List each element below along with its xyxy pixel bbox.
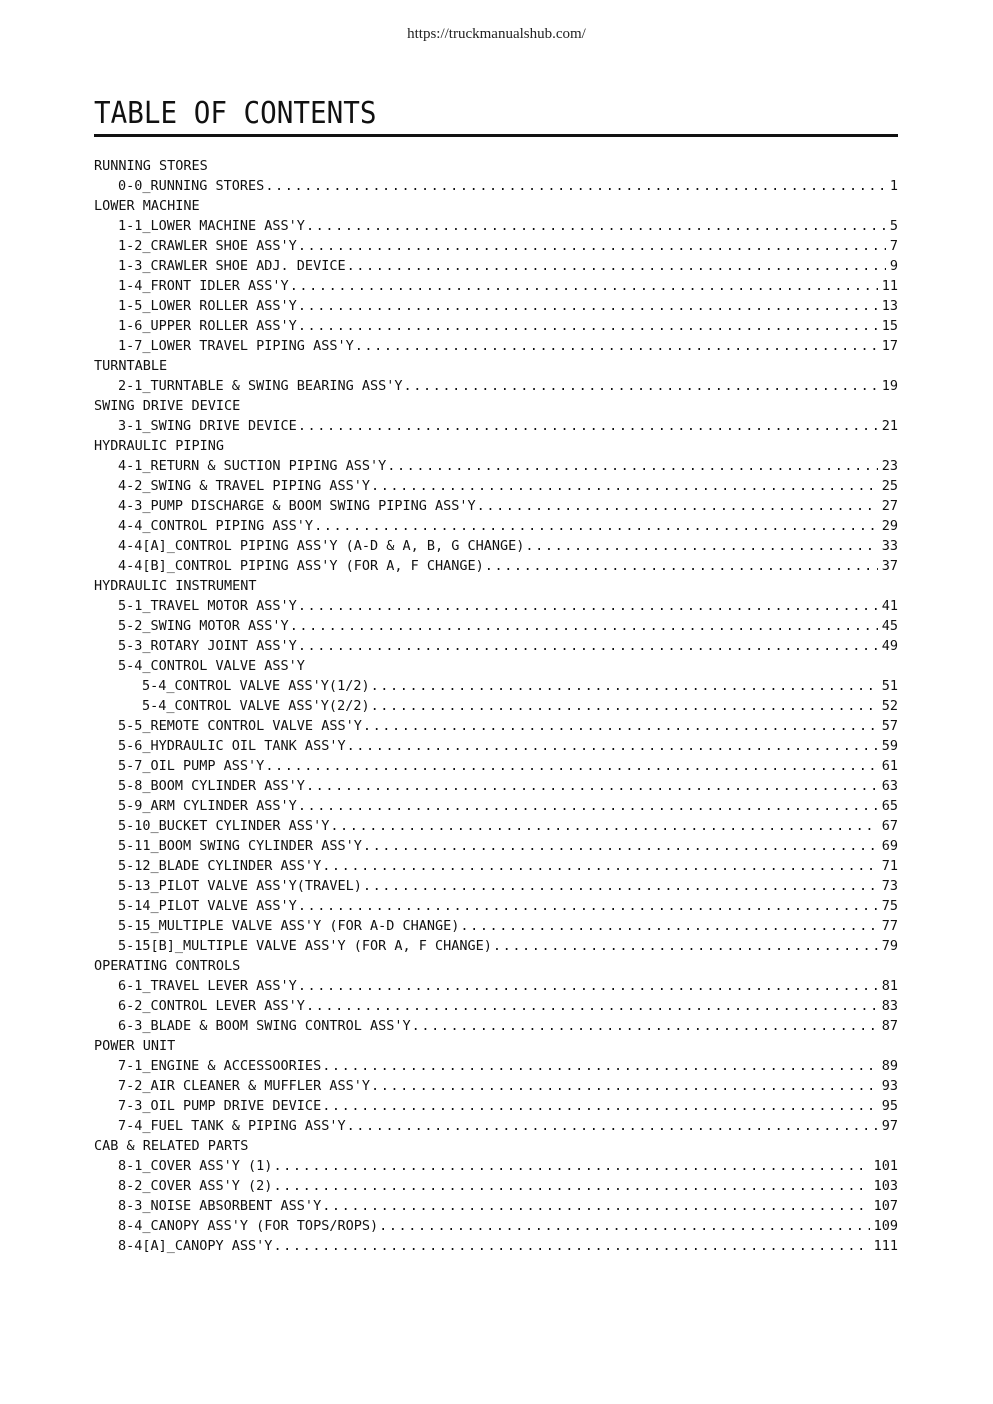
dot-leader — [298, 296, 878, 316]
dot-leader — [371, 696, 878, 716]
dot-leader — [265, 756, 877, 776]
toc-entry-label: HYDRAULIC PIPING — [94, 438, 225, 454]
page-title: TABLE OF CONTENTS — [94, 96, 377, 131]
toc-entry-label: 8-3_NOISE ABSORBENT ASS'Y — [118, 1198, 322, 1214]
dot-leader — [290, 276, 878, 296]
dot-leader — [298, 236, 886, 256]
toc-page-number: 93 — [881, 1078, 898, 1094]
toc-entry[interactable] — [94, 516, 898, 536]
toc-entry[interactable] — [94, 536, 898, 556]
toc-page-number: 9 — [889, 258, 898, 274]
toc-entry[interactable] — [94, 1016, 898, 1036]
dot-leader — [371, 476, 878, 496]
dot-leader — [387, 456, 878, 476]
toc-entry[interactable] — [94, 416, 898, 436]
toc-entry[interactable] — [94, 496, 898, 516]
toc-entry[interactable] — [94, 836, 898, 856]
toc-page-number: 111 — [873, 1238, 898, 1254]
dot-leader — [298, 416, 878, 436]
toc-entry-label: 6-1_TRAVEL LEVER ASS'Y — [118, 978, 297, 994]
toc-entry-label: 5-5_REMOTE CONTROL VALVE ASS'Y — [118, 718, 362, 734]
toc-entry[interactable] — [94, 336, 898, 356]
dot-leader — [460, 916, 877, 936]
toc-entry[interactable] — [94, 1216, 898, 1236]
toc-page-number: 107 — [873, 1198, 898, 1214]
dot-leader — [314, 516, 878, 536]
toc-entry[interactable] — [94, 376, 898, 396]
toc-entry[interactable] — [94, 296, 898, 316]
dot-leader — [273, 1236, 869, 1256]
toc-section-heading — [94, 356, 898, 376]
toc-section-heading — [94, 396, 898, 416]
dot-leader — [298, 896, 878, 916]
toc-section-heading — [94, 196, 898, 216]
toc-entry-label: 8-1_COVER ASS'Y (1) — [118, 1158, 273, 1174]
toc-section-heading — [94, 956, 898, 976]
toc-entry[interactable] — [94, 276, 898, 296]
toc-entry[interactable] — [94, 1236, 898, 1256]
toc-entry-label: 8-4_CANOPY ASS'Y (FOR TOPS/ROPS) — [118, 1218, 379, 1234]
toc-page-number: 11 — [881, 278, 898, 294]
toc-entry-label: 1-1_LOWER MACHINE ASS'Y — [118, 218, 305, 234]
toc-entry-label: 5-15_MULTIPLE VALVE ASS'Y (FOR A-D CHANGE) — [118, 918, 460, 934]
dot-leader — [273, 1176, 869, 1196]
toc-entry-label: 4-4[B]_CONTROL PIPING ASS'Y (FOR A, F CHANGE) — [118, 558, 484, 574]
toc-entry-label: 4-1_RETURN & SUCTION PIPING ASS'Y — [118, 458, 387, 474]
toc-page-number: 45 — [881, 618, 898, 634]
toc-page-number: 61 — [881, 758, 898, 774]
toc-entry[interactable] — [94, 936, 898, 956]
toc-entry[interactable] — [94, 636, 898, 656]
toc-entry[interactable] — [94, 596, 898, 616]
toc-page-number: 23 — [881, 458, 898, 474]
toc-entry-label: 5-13_PILOT VALVE ASS'Y(TRAVEL) — [118, 878, 362, 894]
toc-page-number: 67 — [881, 818, 898, 834]
toc-entry[interactable] — [94, 456, 898, 476]
toc-page-number: 19 — [881, 378, 898, 394]
toc-entry[interactable] — [94, 736, 898, 756]
toc-entry-label: 5-2_SWING MOTOR ASS'Y — [118, 618, 289, 634]
toc-entry[interactable] — [94, 816, 898, 836]
toc-entry-label: 2-1_TURNTABLE & SWING BEARING ASS'Y — [118, 378, 403, 394]
toc-page-number: 57 — [881, 718, 898, 734]
toc-page-number: 87 — [881, 1018, 898, 1034]
toc-entry-label: 5-7_OIL PUMP ASS'Y — [118, 758, 265, 774]
toc-entry[interactable] — [94, 876, 898, 896]
toc-entry-label: 4-2_SWING & TRAVEL PIPING ASS'Y — [118, 478, 370, 494]
toc-entry[interactable] — [94, 1196, 898, 1216]
toc-page-number: 5 — [889, 218, 898, 234]
toc-page-number: 37 — [881, 558, 898, 574]
dot-leader — [322, 1096, 878, 1116]
toc-entry-label: 5-14_PILOT VALVE ASS'Y — [118, 898, 297, 914]
toc-entry[interactable] — [94, 256, 898, 276]
dot-leader — [330, 816, 877, 836]
toc-entry-label: TURNTABLE — [94, 358, 168, 374]
dot-leader — [347, 736, 878, 756]
toc-entry-label: 4-3_PUMP DISCHARGE & BOOM SWING PIPING ASS'Y — [118, 498, 476, 514]
toc-entry-label: 7-3_OIL PUMP DRIVE DEVICE — [118, 1098, 322, 1114]
toc-page-number: 95 — [881, 1098, 898, 1114]
dot-leader — [485, 556, 878, 576]
toc-entry-label: 1-7_LOWER TRAVEL PIPING ASS'Y — [118, 338, 354, 354]
dot-leader — [403, 376, 877, 396]
dot-leader — [477, 496, 878, 516]
toc-entry-label: 5-15[B]_MULTIPLE VALVE ASS'Y (FOR A, F CHANGE) — [118, 938, 492, 954]
toc-entry-label: 4-4[A]_CONTROL PIPING ASS'Y (A-D & A, B, G CHANGE) — [118, 538, 525, 554]
dot-leader — [322, 1056, 878, 1076]
toc-entry-label: 1-2_CRAWLER SHOE ASS'Y — [118, 238, 297, 254]
dot-leader — [290, 616, 878, 636]
toc-entry-label: RUNNING STORES — [94, 158, 208, 174]
toc-page-number: 97 — [881, 1118, 898, 1134]
toc-page-number: 33 — [881, 538, 898, 554]
dot-leader — [265, 176, 886, 196]
toc-entry-label: 8-2_COVER ASS'Y (2) — [118, 1178, 273, 1194]
dot-leader — [371, 1076, 878, 1096]
toc-entry-label: 6-3_BLADE & BOOM SWING CONTROL ASS'Y — [118, 1018, 411, 1034]
toc-section-heading — [94, 1136, 898, 1156]
toc-entry-label: 5-4_CONTROL VALVE ASS'Y(1/2) — [142, 678, 370, 694]
toc-entry-label: 4-4_CONTROL PIPING ASS'Y — [118, 518, 314, 534]
toc-page-number: 25 — [881, 478, 898, 494]
toc-entry-label: 1-6_UPPER ROLLER ASS'Y — [118, 318, 297, 334]
toc-entry[interactable] — [94, 616, 898, 636]
toc-entry[interactable] — [94, 696, 898, 716]
toc-page-number: 59 — [881, 738, 898, 754]
toc-entry[interactable] — [94, 1096, 898, 1116]
toc-entry[interactable] — [94, 1056, 898, 1076]
toc-entry-label: 5-4_CONTROL VALVE ASS'Y — [118, 658, 305, 674]
toc-entry[interactable] — [94, 796, 898, 816]
toc-entry-label: 5-1_TRAVEL MOTOR ASS'Y — [118, 598, 297, 614]
toc-page-number: 63 — [881, 778, 898, 794]
toc-entry-label: 5-4_CONTROL VALVE ASS'Y(2/2) — [142, 698, 370, 714]
dot-leader — [363, 836, 878, 856]
toc-page-number: 89 — [881, 1058, 898, 1074]
dot-leader — [347, 256, 886, 276]
toc-page-number: 103 — [873, 1178, 898, 1194]
dot-leader — [306, 776, 878, 796]
dot-leader — [322, 856, 878, 876]
toc-page-number: 27 — [881, 498, 898, 514]
dot-leader — [525, 536, 877, 556]
dot-leader — [363, 716, 878, 736]
toc-page-number: 79 — [881, 938, 898, 954]
toc-section-heading — [94, 576, 898, 596]
toc-page-number: 41 — [881, 598, 898, 614]
toc-entry[interactable] — [94, 236, 898, 256]
toc-entry-label: 1-4_FRONT IDLER ASS'Y — [118, 278, 289, 294]
toc-page-number: 29 — [881, 518, 898, 534]
toc-page-number: 52 — [881, 698, 898, 714]
toc-page-number: 83 — [881, 998, 898, 1014]
toc-page-number: 21 — [881, 418, 898, 434]
toc-entry-label: SWING DRIVE DEVICE — [94, 398, 241, 414]
toc-section-heading — [94, 1036, 898, 1056]
toc-entry[interactable] — [94, 896, 898, 916]
toc-page-number: 77 — [881, 918, 898, 934]
dot-leader — [347, 1116, 878, 1136]
toc-entry-label: 5-11_BOOM SWING CYLINDER ASS'Y — [118, 838, 362, 854]
toc-entry[interactable] — [94, 776, 898, 796]
toc-page-number: 17 — [881, 338, 898, 354]
toc-entry[interactable] — [94, 996, 898, 1016]
toc-entry-label: 5-10_BUCKET CYLINDER ASS'Y — [118, 818, 330, 834]
toc-section-heading — [94, 156, 898, 176]
title-rule — [94, 134, 898, 137]
toc-entry-label: OPERATING CONTROLS — [94, 958, 241, 974]
dot-leader — [306, 216, 886, 236]
toc-page-number: 13 — [881, 298, 898, 314]
dot-leader — [298, 976, 878, 996]
toc-entry-label: 1-5_LOWER ROLLER ASS'Y — [118, 298, 297, 314]
toc-entry-label: 7-1_ENGINE & ACCESSOORIES — [118, 1058, 322, 1074]
toc-entry[interactable] — [94, 716, 898, 736]
toc-entry-label: 7-4_FUEL TANK & PIPING ASS'Y — [118, 1118, 346, 1134]
toc-entry-label: HYDRAULIC INSTRUMENT — [94, 578, 257, 594]
dot-leader — [363, 876, 878, 896]
table-of-contents — [94, 156, 898, 1256]
dot-leader — [493, 936, 878, 956]
dot-leader — [273, 1156, 869, 1176]
toc-entry[interactable] — [94, 176, 898, 196]
toc-page-number: 73 — [881, 878, 898, 894]
toc-entry-label: 0-0_RUNNING STORES — [118, 178, 265, 194]
toc-entry-label: 3-1_SWING DRIVE DEVICE — [118, 418, 297, 434]
toc-entry[interactable] — [94, 976, 898, 996]
toc-entry-label: 7-2_AIR CLEANER & MUFFLER ASS'Y — [118, 1078, 370, 1094]
toc-entry[interactable] — [94, 756, 898, 776]
dot-leader — [298, 796, 878, 816]
dot-leader — [371, 676, 878, 696]
dot-leader — [298, 636, 878, 656]
toc-entry[interactable] — [94, 1176, 898, 1196]
toc-page-number: 69 — [881, 838, 898, 854]
toc-entry-label: 5-3_ROTARY JOINT ASS'Y — [118, 638, 297, 654]
toc-entry-label: 5-9_ARM CYLINDER ASS'Y — [118, 798, 297, 814]
toc-entry[interactable] — [94, 476, 898, 496]
toc-entry-label: 5-8_BOOM CYLINDER ASS'Y — [118, 778, 305, 794]
dot-leader — [298, 316, 878, 336]
toc-entry-label: 5-12_BLADE CYLINDER ASS'Y — [118, 858, 322, 874]
toc-page-number: 81 — [881, 978, 898, 994]
toc-page-number: 49 — [881, 638, 898, 654]
toc-entry-label: LOWER MACHINE — [94, 198, 200, 214]
toc-entry-label: 1-3_CRAWLER SHOE ADJ. DEVICE — [118, 258, 346, 274]
dot-leader — [322, 1196, 869, 1216]
toc-page-number: 7 — [889, 238, 898, 254]
dot-leader — [298, 596, 878, 616]
toc-entry-label: 8-4[A]_CANOPY ASS'Y — [118, 1238, 273, 1254]
toc-page-number: 1 — [889, 178, 898, 194]
toc-entry[interactable] — [94, 1116, 898, 1136]
dot-leader — [412, 1016, 878, 1036]
dot-leader — [355, 336, 878, 356]
toc-entry[interactable] — [94, 216, 898, 236]
toc-page-number: 15 — [881, 318, 898, 334]
toc-entry[interactable] — [94, 556, 898, 576]
toc-entry[interactable] — [94, 1076, 898, 1096]
toc-page-number: 51 — [881, 678, 898, 694]
toc-page-number: 71 — [881, 858, 898, 874]
toc-entry[interactable] — [94, 916, 898, 936]
dot-leader — [379, 1216, 870, 1236]
toc-entry[interactable] — [94, 1156, 898, 1176]
toc-entry-label: 5-6_HYDRAULIC OIL TANK ASS'Y — [118, 738, 346, 754]
dot-leader — [306, 996, 878, 1016]
toc-page-number: 109 — [873, 1218, 898, 1234]
toc-section-heading — [94, 436, 898, 456]
toc-page-number: 101 — [873, 1158, 898, 1174]
toc-entry-label: POWER UNIT — [94, 1038, 176, 1054]
toc-entry — [94, 656, 898, 676]
toc-entry-label: CAB & RELATED PARTS — [94, 1138, 249, 1154]
toc-page-number: 75 — [881, 898, 898, 914]
toc-entry[interactable] — [94, 676, 898, 696]
toc-entry-label: 6-2_CONTROL LEVER ASS'Y — [118, 998, 305, 1014]
toc-page-number: 65 — [881, 798, 898, 814]
toc-entry[interactable] — [94, 316, 898, 336]
source-url[interactable]: https://truckmanualshub.com/ — [407, 26, 586, 42]
toc-entry[interactable] — [94, 856, 898, 876]
